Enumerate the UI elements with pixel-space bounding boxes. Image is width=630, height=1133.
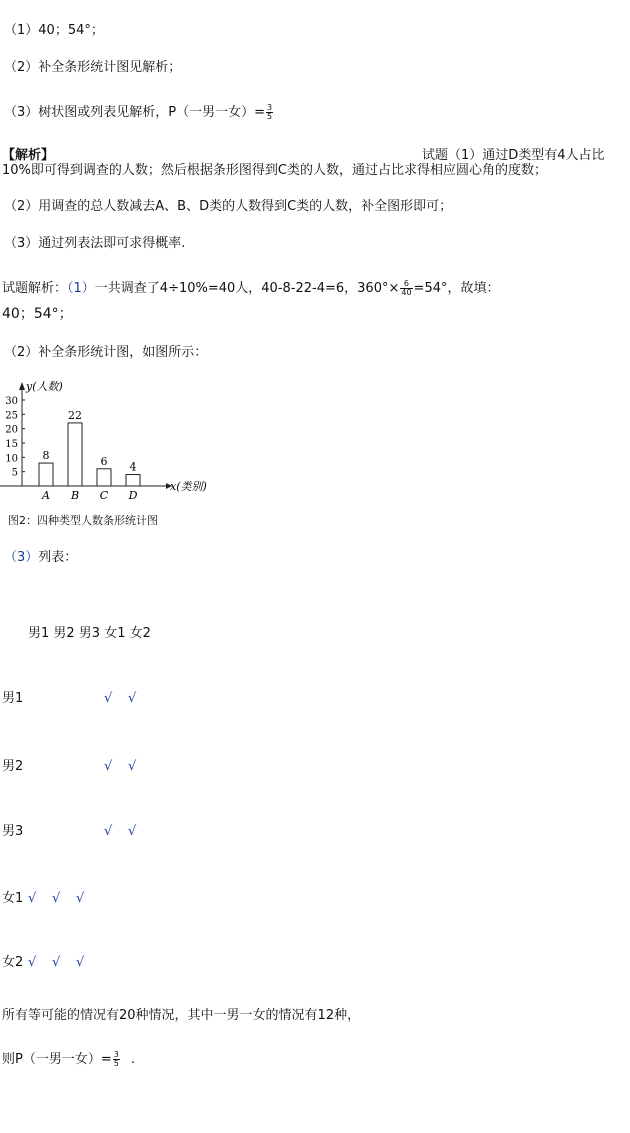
check-mark: √ [52,891,61,906]
check-mark: √ [76,891,85,906]
y-axis-label: y(人数) [26,380,63,393]
category-label: B [70,489,80,502]
bar [126,475,140,486]
solution-part3 [4,550,77,566]
conclusion-fraction [113,1051,120,1068]
bar-chart [0,372,220,532]
solution-part3-label: （3） [4,550,39,565]
data-label: 6 [100,454,108,468]
solution-prefix: 试题解析： [2,281,68,296]
category-label: D [128,489,138,502]
check-mark: √ [52,955,61,970]
analysis-line1-cont: 10%即可得到调查的人数；然后根据条形图得到C类的人数，通过占比求得相应圆心角的度数； [2,163,547,178]
conclusion-prefix: 则P（一男一女）= [2,1052,112,1067]
solution-part3-text: 列表： [38,550,78,565]
fraction-numerator: 3 [113,1050,119,1059]
data-label: 8 [42,449,50,463]
answer-3 [4,104,274,121]
chart-caption: 图2：四种类型人数条形统计图 [8,514,158,527]
y-tick-label: 20 [5,424,18,436]
y-tick-label: 5 [11,467,18,479]
row-label: 女1 [2,891,24,906]
bar [97,469,111,486]
solution-part2: （2）补全条形统计图，如图所示： [4,345,208,360]
check-mark: √ [28,955,37,970]
y-tick-label: 25 [5,410,18,422]
check-mark: √ [128,824,137,839]
solution-part1-text: 一共调查了4÷10%=40人，40-8-22-4=6，360°× [94,281,400,296]
fraction-denominator: 5 [113,1059,119,1068]
conclusion-tail: . [130,1052,135,1067]
conclusion-line2 [2,1051,135,1068]
check-mark: √ [128,691,137,706]
table-header: 男1 男2 男3 女1 女2 [28,626,151,641]
solution-part1-label: （1） [67,281,95,296]
fraction-denominator: 40 [401,288,412,297]
check-mark: √ [104,759,113,774]
solution-line1 [2,280,499,297]
bar [39,463,53,486]
check-mark: √ [76,955,85,970]
fraction-numerator: 3 [267,103,273,112]
data-label: 22 [68,408,82,422]
check-mark: √ [28,891,37,906]
solution-part1-answer: 40；54°； [2,306,73,322]
analysis-line1-right: 试题（1）通过D类型有4人占比 [422,148,605,163]
x-axis-label: x(类别) [170,480,207,493]
y-tick-label: 30 [5,396,18,407]
check-mark: √ [104,824,113,839]
y-axis-arrow [19,382,25,390]
row-label: 男3 [2,824,24,839]
fraction-denominator: 5 [267,112,273,121]
row-label: 男1 [2,691,24,706]
answer-3-text: （3）树状图或列表见解析，P（一男一女）= [4,105,266,120]
fraction-numerator: 6 [400,280,412,289]
answer-1: （1）40；54°； [4,23,104,38]
answer-2: （2）补全条形统计图见解析； [4,60,182,75]
analysis-line2: （2）用调查的总人数减去A、B、D类的人数得到C类的人数，补全图形即可； [4,199,453,214]
row-label: 男2 [2,759,24,774]
solution-fraction [400,280,412,297]
data-label: 4 [129,460,137,474]
row-label: 女2 [2,955,24,970]
conclusion-line1: 所有等可能的情况有20种情况，其中一男一女的情况有12种， [2,1008,361,1023]
analysis-line3: （3）通过列表法即可求得概率. [4,236,186,251]
category-label: C [99,489,109,502]
bar [68,423,82,486]
answer-3-fraction [266,104,273,121]
analysis-label: 【解析】 [2,148,55,163]
solution-part1-tail: =54°，故填： [413,281,500,296]
y-tick-label: 10 [5,453,18,465]
check-mark: √ [128,759,137,774]
category-label: A [42,489,50,502]
y-tick-label: 15 [5,439,18,450]
check-mark: √ [104,691,113,706]
